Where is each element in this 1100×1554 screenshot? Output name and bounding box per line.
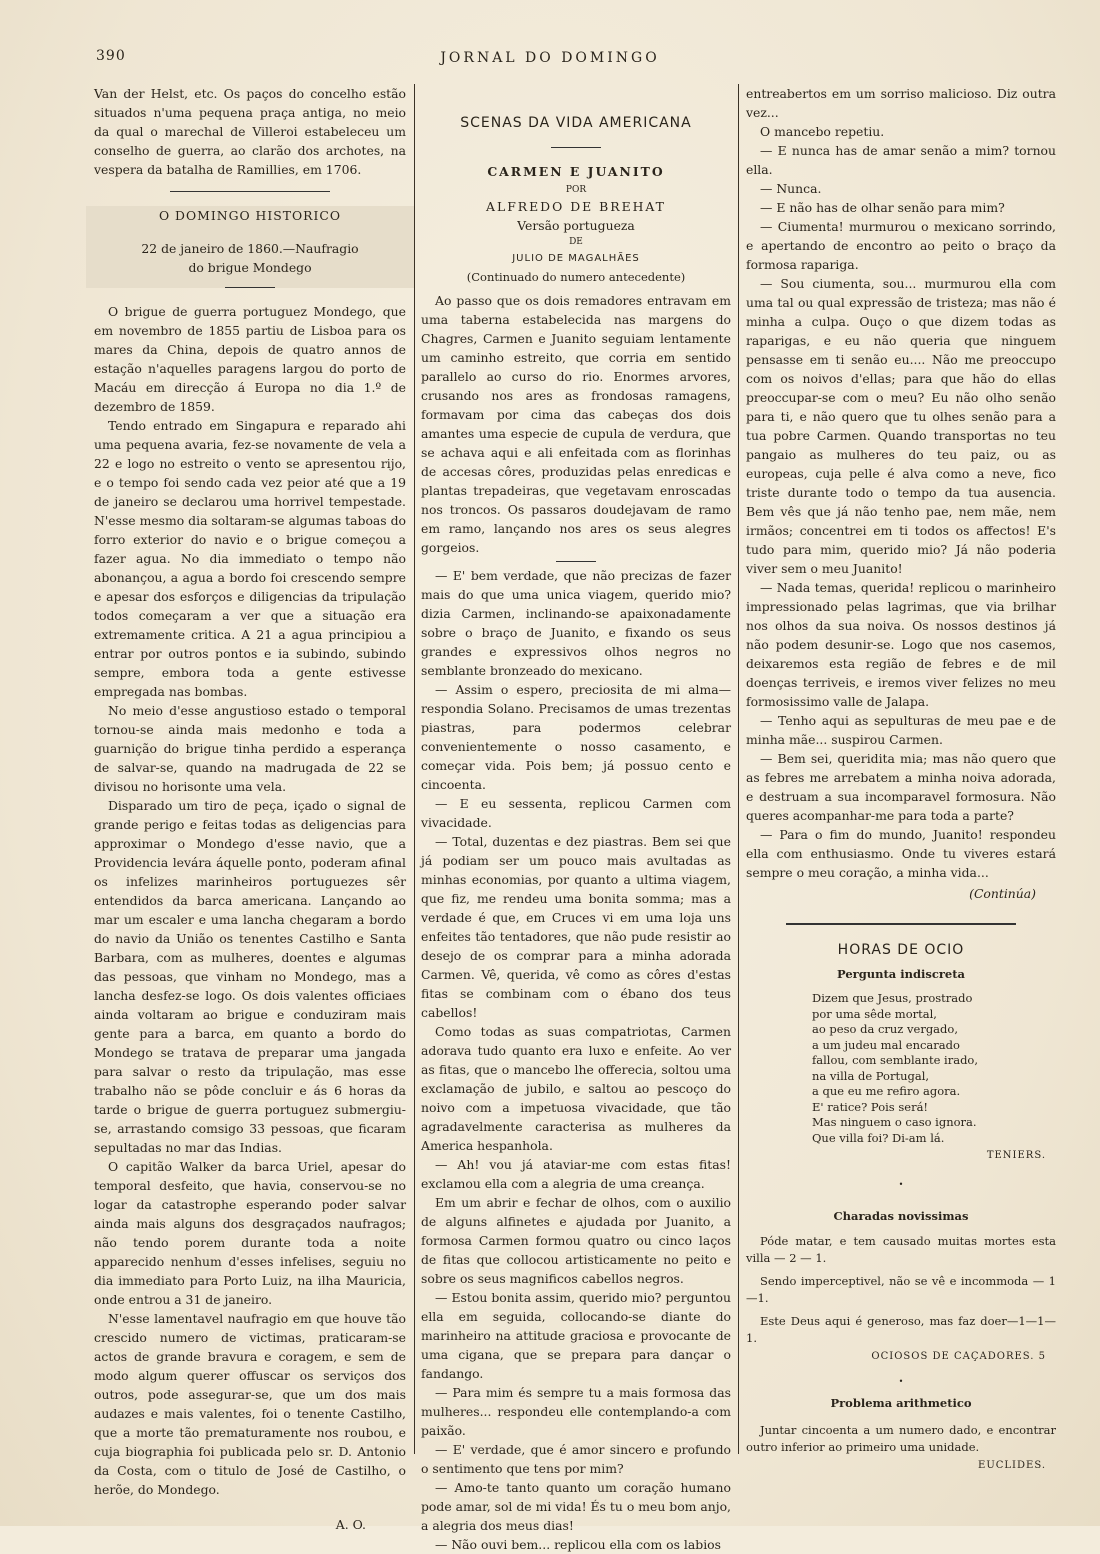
continua-note: (Continúa) bbox=[969, 886, 1036, 901]
paragraph: — Sou ciumenta, sou... murmurou ella com uma tal ou qual expressão de tristeza; mas não é minha a culpa. Ouço o que dizem todas as raparigas, e eu não queria que ninguem pensasse em ti senão eu.... Não me preoccupo com os noivos d'ellas; para que hão do ellas preoccupar-se com o meu? Eu não olho senão para ti, e não quero que tu olhes senão para a tua pobre Carmen. Quando transportas no teu pangaio as mulheres do teu paiz, ou as europeas, cuja pelle é alva como a neve, fico triste durante todo o tempo da tua ausencia. Bem vês que já não tenho pae, nem mãe, nem irmãos; concentrei em ti todos os affectos! E's tudo para mim, querido mio? Já não poderia viver sem o meu Juanito! bbox=[746, 276, 1056, 576]
paragraph: — Para o fim do mundo, Juanito! respondeu ella com enthusiasmo. Onde tu viveres estará sempre o meu coração, a minha vida... bbox=[746, 827, 1056, 880]
paragraph: O brigue de guerra portuguez Mondego, que em novembro de 1855 partiu de Lisboa para os mares da China, depois de quatro annos de estação n'aquelles paragens largou do porto de Macáu em direcção á Europa no dia 1.º de dezembro de 1859. bbox=[94, 304, 406, 414]
charada-author: OCIOSOS DE CAÇADORES. 5 bbox=[871, 1351, 1046, 1362]
paragraph: — Ah! vou já ataviar-me com estas fitas! exclamou ella com a alegria de uma creança. bbox=[421, 1157, 731, 1191]
poem bbox=[812, 991, 1056, 1146]
poem-author: TENIERS. bbox=[986, 1150, 1046, 1161]
problema-text: Juntar cincoenta a um numero dado, e encontrar outro inferior ao primeiro uma unidade. bbox=[746, 1423, 1056, 1454]
intro-paragraph: Van der Helst, etc. Os paços do concelho estão situados n'uma pequena praça antiga, no meio da qual o marechal de Villeroi estabeleceu um conselho de guerra, ao clarão dos archotes, na vespera da batalha de Ramillies, em 1706. bbox=[94, 86, 406, 177]
paragraph: — Para mim és sempre tu a mais formosa das mulheres... respondeu elle contemplando-a com paixão. bbox=[421, 1385, 731, 1438]
paragraph: — Assim o espero, preciosita de mi alma— respondia Solano. Precisamos de umas trezentas piastras, para podermos celebrar convenientemente o nosso casamento, e começar vida. Pois bem; já possuo cento e cincoenta. bbox=[421, 682, 731, 792]
paragraph: — Tenho aqui as sepulturas de meu pae e de minha mãe... suspirou Carmen. bbox=[746, 713, 1056, 747]
paragraph: — Nunca. bbox=[760, 181, 822, 196]
paragraph: No meio d'esse angustioso estado o temporal tornou-se ainda mais medonho e toda a guarnição do brigue tinha perdido a esperança de salvar-se, quando na madrugada de 22 se divisou no horisonte uma vela. bbox=[94, 703, 406, 794]
paragraph: — E não has de olhar senão para mim? bbox=[760, 200, 1005, 215]
paragraph: Ao passo que os dois remadores entravam em uma taberna estabelecida nas margens do Chagres, Carmen e Juanito seguiam lentamente um caminho estreito, que corria em sentido parallelo ao curso do rio. Enormes arvores, crusando nos ares as frondosas ramagens, formavam por cima das cabeças dos dois amantes uma especie de cupula de verdura, que se achava aqui e ali enfeitada com as florinhas de accesas côres, produzidas pelas enredicas e plantas trepadeiras, que vegetavam enroscadas nos troncos. Os passaros doudejavam de ramo em ramo, lançando nos ares os seus alegres gorgeios. bbox=[421, 293, 731, 555]
section-header-block bbox=[86, 206, 414, 288]
problema-author: EUCLIDES. bbox=[978, 1460, 1046, 1471]
paragraph: O capitão Walker da barca Uriel, apesar do temporal desfeito, que havia, conservou-se no logar da catastrophe esperando poder salvar ainda mais alguns dos desgraçados naufragos; não tendo porem durante toda a noite apparecido nenhum d'esses infelises, seguiu no dia immediato para Porto Luiz, na ilha Mauricia, onde entrou a 31 de janeiro. bbox=[94, 1159, 406, 1307]
pergunta-title: Pergunta indiscreta bbox=[837, 967, 965, 981]
column-right bbox=[746, 84, 1056, 1475]
paragraph: — Não ouvi bem... replicou ella com os labios bbox=[435, 1537, 721, 1552]
paragraph: — E eu sessenta, replicou Carmen com vivacidade. bbox=[421, 796, 731, 830]
divider bbox=[170, 191, 330, 192]
paragraph: — Amo-te tanto quanto um coração humano pode amar, sol de mi vida! És tu o meu bom anjo, a alegria dos meus dias! bbox=[421, 1480, 731, 1533]
paragraph: — E' bem verdade, que não precizas de fazer mais do que uma unica viagem, querido mio? dizia Carmen, inclinando-se apaixonadamente sobre o braço de Juanito, e fixando os seus grandes e expressivos olhos negros no semblante bronzeado do mexicano. bbox=[421, 568, 731, 678]
paragraph: O mancebo repetiu. bbox=[760, 124, 885, 139]
continued-note: (Continuado do numero antecedente) bbox=[466, 270, 686, 284]
por-label: POR bbox=[565, 185, 587, 195]
separator-dot: • bbox=[898, 1377, 904, 1386]
journal-title: JORNAL DO DOMINGO bbox=[440, 50, 660, 66]
separator-dot: • bbox=[898, 1180, 904, 1189]
column-rule bbox=[738, 84, 739, 1454]
paragraph: — Estou bonita assim, querido mio? perguntou ella em seguida, collocando-se diante do marinheiro na attitude graciosa e provocante de uma cigana, que se prepara para dançar o fandango. bbox=[421, 1290, 731, 1381]
poem-line: E' ratice? Pois será! bbox=[812, 1099, 929, 1114]
paragraph: entreabertos em um sorriso malicioso. Diz outra vez... bbox=[746, 86, 1056, 120]
charada: Sendo imperceptivel, não se vê e incommoda — 1—1. bbox=[746, 1274, 1056, 1305]
poem-line: por uma sêde mortal, bbox=[812, 1006, 937, 1021]
signature: A. O. bbox=[335, 1517, 366, 1532]
translator: JULIO DE MAGALHÃES bbox=[512, 253, 640, 264]
poem-line: fallou, com semblante irado, bbox=[812, 1053, 979, 1067]
poem-line: a um judeu mal encarado bbox=[812, 1037, 960, 1052]
charadas-title: Charadas novissimas bbox=[833, 1209, 969, 1223]
author: ALFREDO DE BREHAT bbox=[486, 199, 666, 214]
paragraph: Em um abrir e fechar de olhos, com o auxilio de alguns alfinetes e ajudada por Juanito, a formosa Carmen formou quatro ou cinco laços de fitas que collocou artisticamente no peito e sobre os seus magnificos cabellos negros. bbox=[421, 1195, 731, 1286]
paragraph: Disparado um tiro de peça, içado o signal de grande perigo e feitas todas as deligencias para approximar o Mondego d'esse navio, que a Providencia levára áquelle ponto, poderam afinal os infelizes marinheiros portuguezes sêr entendidos da barca americana. Lançando ao mar um escaler e uma lancha chegaram a bordo do navio da União os tenentes Castilho e Santa Barbara, com as mulheres, doentes e algumas das pessoas, que vinham no Mondego, mas a lancha desfez-se logo. Os dois valentes officiaes ainda voltaram ao brigue e conduziram mais gente para a barca, em quanto a bordo do Mondego se tratava de preparar uma jangada para salvar o resto da tripulação, mas esse trabalho não se pôde concluir e ás 6 horas da tarde o brigue de guerra portuguez submergiu-se, arrastando comsigo 33 pessoas, que ficaram sepultadas no mar das Indias. bbox=[94, 798, 406, 1155]
problema-title: Problema arithmetico bbox=[830, 1396, 972, 1410]
divider bbox=[786, 923, 1016, 925]
paragraph: — E' verdade, que é amor sincero e profundo o sentimento que tens por mim? bbox=[421, 1442, 731, 1476]
feature-title: SCENAS DA VIDA AMERICANA bbox=[460, 115, 692, 131]
horas-title: HORAS DE OCIO bbox=[837, 942, 965, 958]
poem-line: na villa de Portugal, bbox=[812, 1068, 930, 1083]
paragraph: — Bem sei, queridita mia; mas não quero que as febres me arrebatem a minha noiva adorada, e destruam a sua incomparavel formosura. Não queres acompanhar-me para toda a parte? bbox=[746, 751, 1056, 823]
paragraph: — Total, duzentas e dez piastras. Bem sei que já podiam ser um pouco mais avultadas as minhas economias, por quanto a ultima viagem, que fiz, me rendeu uma bonita somma; mas a verdade é que, em Cruces vi em uma loja uns enfeites tão tentadores, que não pude resistir ao desejo de os comprar para a minha adorada Carmen. Vê, querida, vê como as côres d'estas fitas se combinam com o ébano dos teus cabellos! bbox=[421, 834, 731, 1020]
story-title: CARMEN E JUANITO bbox=[487, 164, 665, 179]
paragraph: N'esse lamentavel naufragio em que houve tão crescido numero de victimas, praticaram-se actos de grande bravura e coragem, e sem de modo algum querer offuscar os serviços dos outros, pode assegurar-se, que um dos mais audazes e mais valentes, foi o tenente Castilho, que a morte tão prematuramente nos roubou, e cuja biographia foi publicada pelo sr. D. Antonio da Costa, com o titulo de José de Castilho, o herõe, do Mondego. bbox=[94, 1311, 406, 1497]
section-title: O DOMINGO HISTORICO bbox=[158, 208, 342, 223]
paragraph: Tendo entrado em Singapura e reparado ahi uma pequena avaria, fez-se novamente de vela a 22 e logo no estreito o vento se apresentou rijo, e o tempo foi sendo cada vez peior até que a 19 de janeiro se declarou uma horrivel tempestade. N'esse mesmo dia soltaram-se algumas taboas do forro exterior do navio e o brigue começou a fazer agua. No dia immediato o tempo não abonançou, a agua a bordo foi crescendo sempre e apesar dos esforços e diligencias da tripulação todos começaram a ver que a situação era extremamente critica. A 21 a agua principiou a entrar por outros pontos e ia subindo, subindo sempre, embora toda a gente estivesse empregada nas bombas. bbox=[94, 418, 406, 699]
charada: Este Deus aqui é generoso, mas faz doer—1—1—1. bbox=[746, 1314, 1056, 1345]
poem-line: Mas ninguem o caso ignora. bbox=[812, 1115, 977, 1129]
column-left bbox=[94, 84, 406, 1534]
poem-line: Que villa foi? Di-am lá. bbox=[812, 1130, 945, 1145]
de-label: DE bbox=[569, 237, 583, 247]
page-number: 390 bbox=[96, 48, 126, 64]
column-middle bbox=[421, 84, 731, 1554]
poem-line: a que eu me refiro agora. bbox=[812, 1084, 961, 1098]
paragraph: — Ciumenta! murmurou o mexicano sorrindo, e apertando de encontro ao peito o braço da formosa rapariga. bbox=[746, 219, 1056, 272]
version-label: Versão portugueza bbox=[517, 218, 635, 233]
subject-line: do brigue Mondego bbox=[188, 260, 312, 275]
paragraph: — E nunca has de amar senão a mim? tornou ella. bbox=[746, 143, 1056, 177]
divider bbox=[551, 147, 601, 148]
column-rule bbox=[414, 84, 415, 1454]
divider bbox=[556, 561, 596, 562]
poem-line: Dizem que Jesus, prostrado bbox=[812, 991, 973, 1005]
paragraph: Como todas as suas compatriotas, Carmen adorava tudo quanto era luxo e enfeite. Ao ver as fitas, que o mancebo lhe offerecia, soltou uma exclamação de jubilo, e saltou ao pescoço do noivo com a impetuosa vivacidade, que tão agradavelmente caracterisa as mulheres da America hespanhola. bbox=[421, 1024, 731, 1153]
divider bbox=[225, 287, 275, 288]
poem-line: ao peso da cruz vergado, bbox=[812, 1022, 958, 1036]
paragraph: — Nada temas, querida! replicou o marinheiro impressionado pelas lagrimas, que via brilhar nos olhos da sua noiva. Os nossos destinos já não podem desunir-se. Logo que nos casemos, deixaremos esta região de febres e de mil doenças terriveis, e iremos viver felizes no meu formosissimo valle de Jalapa. bbox=[746, 580, 1056, 709]
charada: Póde matar, e tem causado muitas mortes esta villa — 2 — 1. bbox=[746, 1234, 1056, 1265]
date-line: 22 de janeiro de 1860.—Naufragio bbox=[141, 241, 359, 256]
